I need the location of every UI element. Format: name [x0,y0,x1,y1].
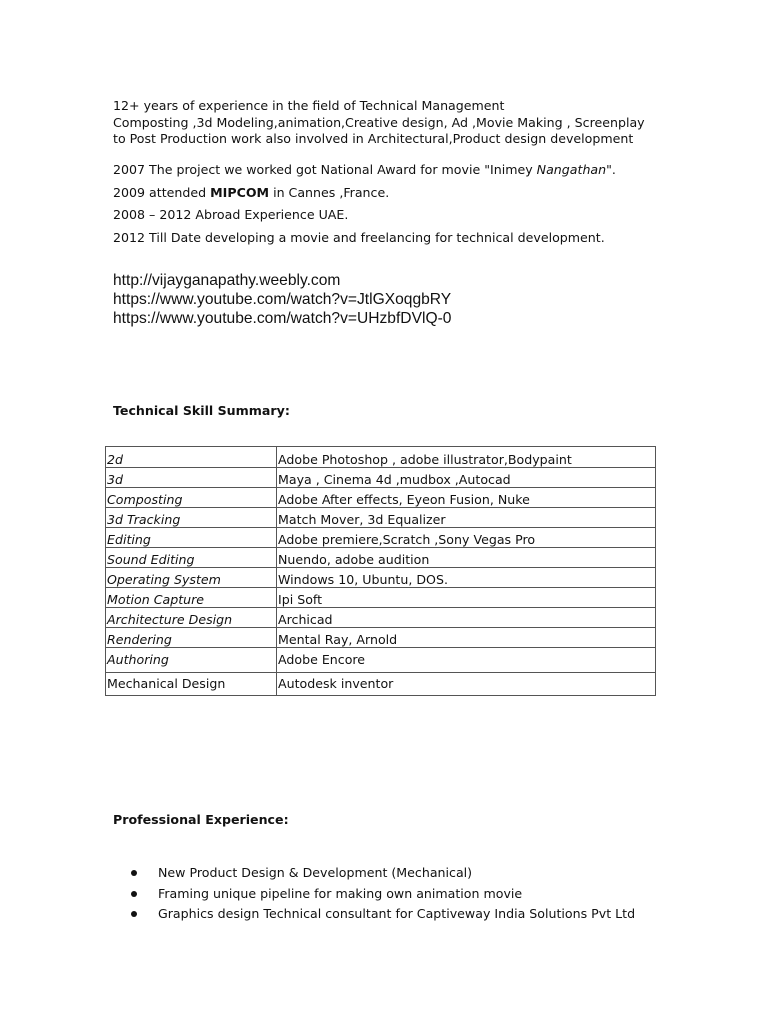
list-item [0,906,635,927]
table-row [106,508,656,528]
skill-area: Rendering [106,628,277,648]
skill-area: 3d [106,468,277,488]
skill-area: Sound Editing [106,548,277,568]
intro-line: to Post Production work also involved in Architectural,Product design development [113,131,634,146]
skill-tools: Adobe Encore [277,648,656,673]
skill-tools: Adobe premiere,Scratch ,Sony Vegas Pro [277,528,656,548]
highlight-uae: 2008 – 2012 Abroad Experience UAE. [113,207,349,222]
career-highlights [113,162,616,252]
portfolio-links [113,271,451,328]
experience-text: New Product Design & Development (Mechanical) [158,865,473,880]
highlight-text: in Cannes ,France. [269,184,390,200]
skill-tools: Adobe Photoshop , adobe illustrator,Bodypaint [277,447,656,468]
highlight-current: 2012 Till Date developing a movie and freelancing for technical development. [113,229,605,245]
skills-table [105,446,656,696]
bullet-icon [131,870,137,876]
event-name: MIPCOM [210,184,270,200]
skill-area: Mechanical Design [106,673,277,696]
table-row [106,528,656,548]
skill-area: 2d [106,447,277,468]
skill-area: Architecture Design [106,608,277,628]
youtube-link[interactable]: https://www.youtube.com/watch?v=JtlGXoqgbRY [113,291,452,308]
table-row [106,468,656,488]
skill-area: 3d Tracking [106,508,277,528]
skill-tools: Archicad [277,608,656,628]
skill-tools: Nuendo, adobe audition [277,548,656,568]
skill-area: Composting [106,488,277,508]
skill-area: Operating System [106,568,277,588]
skill-tools: Ipi Soft [277,588,656,608]
bullet-icon [131,891,137,897]
table-row [106,568,656,588]
table-row [106,608,656,628]
intro-line: 12+ years of experience in the field of Technical Management [113,98,505,113]
youtube-link[interactable]: https://www.youtube.com/watch?v=UHzbfDVlQ-0 [113,310,452,327]
highlight-text: ". [606,162,616,177]
experience-list [0,865,635,927]
highlight-national-award [113,162,616,185]
table-row [106,673,656,696]
table-row [106,648,656,673]
experience-text: Graphics design Technical consultant for Captiveway India Solutions Pvt Ltd [158,906,636,921]
skill-tools: Maya , Cinema 4d ,mudbox ,Autocad [277,468,656,488]
list-item [0,886,635,907]
table-row [106,488,656,508]
skill-area: Editing [106,528,277,548]
portfolio-link[interactable]: http://vijayganapathy.weebly.com [113,272,341,289]
highlight-text: 2009 attended [113,184,211,200]
intro-line: Composting ,3d Modeling,animation,Creative design, Ad ,Movie Making , Screenplay [113,114,645,130]
highlight-mipcom [113,185,616,208]
movie-name: Nangathan [536,162,607,177]
skill-tools: Windows 10, Ubuntu, DOS. [277,568,656,588]
bullet-icon [131,911,137,917]
table-row [106,588,656,608]
experience-heading: Professional Experience: [113,812,289,827]
skill-tools: Adobe After effects, Eyeon Fusion, Nuke [277,488,656,508]
skill-tools: Match Mover, 3d Equalizer [277,508,656,528]
intro-summary [113,98,645,148]
skills-heading: Technical Skill Summary: [113,403,290,418]
skill-tools: Mental Ray, Arnold [277,628,656,648]
highlight-text: 2007 The project we worked got National Award for movie "Inimey [113,162,537,177]
table-row [106,447,656,468]
table-row [106,548,656,568]
list-item [0,865,635,886]
skill-area: Motion Capture [106,588,277,608]
skill-tools: Autodesk inventor [277,673,656,696]
skill-area: Authoring [106,648,277,673]
experience-text: Framing unique pipeline for making own animation movie [158,885,523,901]
table-row [106,628,656,648]
